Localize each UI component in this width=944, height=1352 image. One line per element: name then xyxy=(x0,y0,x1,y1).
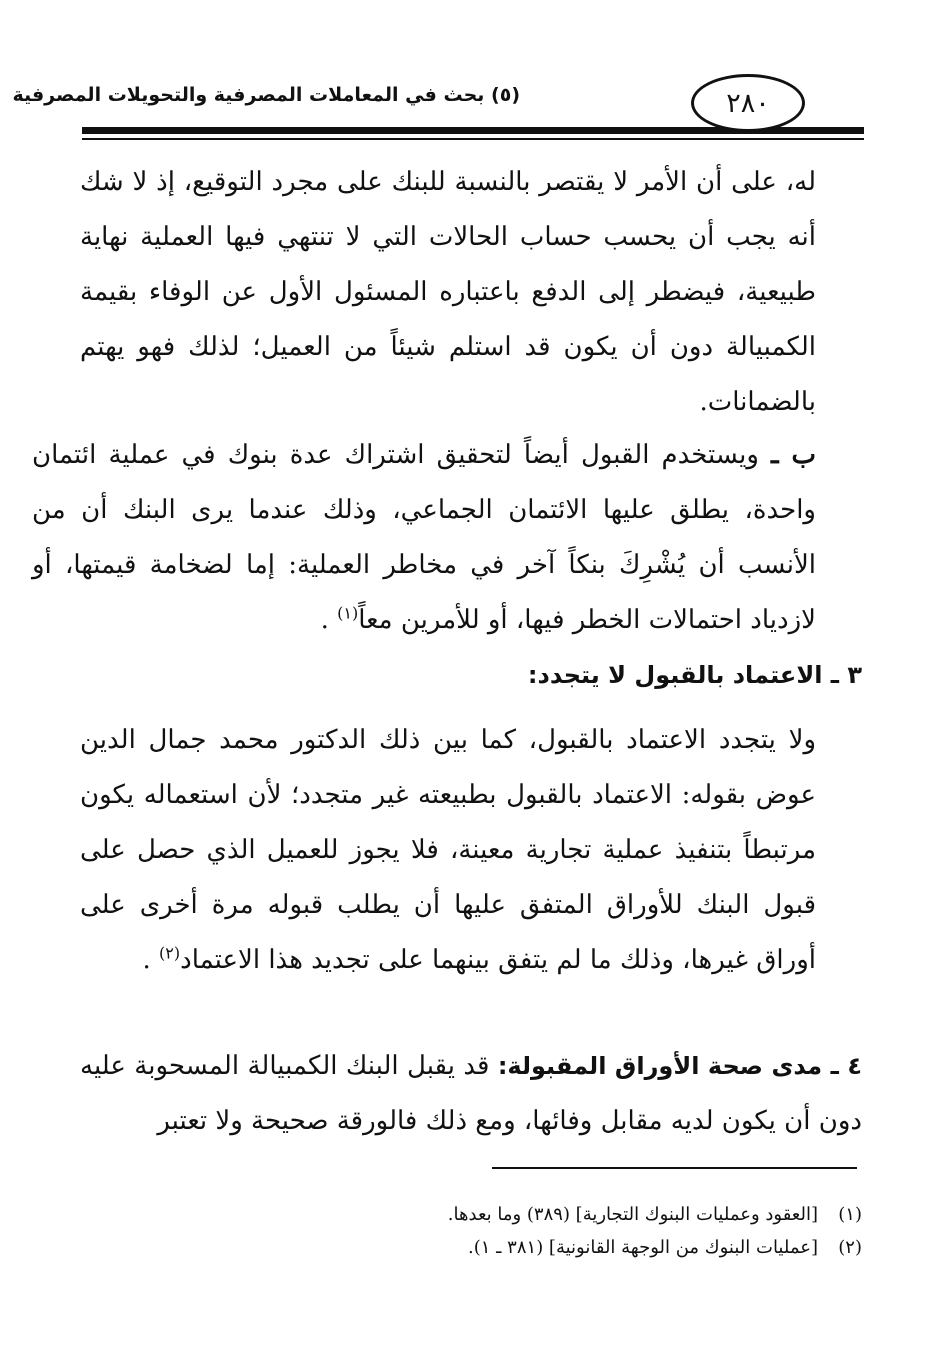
header-rule-thin xyxy=(82,138,864,140)
paragraph-3-end: . xyxy=(142,945,151,975)
section-heading-3: ٣ ـ الاعتماد بالقبول لا يتجدد: xyxy=(527,661,862,689)
running-title: (٥) بحث في المعاملات المصرفية والتحويلات المصرفية xyxy=(12,84,520,106)
footnote-number: (١) xyxy=(838,1204,862,1225)
list-item-4-lead: ٤ ـ مدى صحة الأوراق المقبولة: xyxy=(497,1052,862,1080)
list-item-4-text: قد يقبل البنك الكمبيالة المسحوبة عليه دون أن يكون لديه مقابل وفائها، ومع ذلك فالورقة صحيحة ولا تعتبر xyxy=(80,1051,862,1136)
paragraph-3 xyxy=(80,713,816,988)
footnote-ref-2[interactable]: (٢) xyxy=(159,943,181,963)
footnote-2 xyxy=(80,1231,862,1264)
list-item-b-end: . xyxy=(320,605,329,635)
footnotes xyxy=(80,1198,862,1264)
footnote-ref-1[interactable]: (١) xyxy=(337,603,359,623)
footnote-1 xyxy=(80,1198,862,1231)
list-item-b xyxy=(32,428,816,648)
list-marker-b: ب ـ xyxy=(771,440,817,470)
footnote-number: (٢) xyxy=(838,1237,862,1258)
paragraph-1: له، على أن الأمر لا يقتصر بالنسبة للبنك على مجرد التوقيع، إذ لا شك أنه يجب أن يحسب حساب الحالات التي لا تنتهي فيها العملية نهاية طبيعية، فيضطر إلى الدفع باعتباره المسئول الأول عن الوفاء بقيمة الكمبيالة دون أن يكون قد استلم شيئاً من العميل؛ لذلك فهو يهتم بالضمانات. xyxy=(80,167,816,417)
paragraph-3-text: ولا يتجدد الاعتماد بالقبول، كما بين ذلك الدكتور محمد جمال الدين عوض بقوله: الاعتماد بالقبول بطبيعته غير متجدد؛ لأن استعماله يكون مرتبطاً بتنفيذ عملية تجارية معينة، فلا يجوز للعميل الذي حصل على قبول البنك للأوراق المتفق عليها أن يطلب قبوله مرة أخرى على أوراق غيرها، وذلك ما لم يتفق بينهما على تجديد هذا الاعتماد xyxy=(80,725,816,975)
footnote-separator xyxy=(492,1167,857,1169)
page-number: ٢٨٠ xyxy=(691,74,805,132)
footnote-text: [العقود وعمليات البنوك التجارية] (٣٨٩) وما بعدها. xyxy=(447,1204,818,1225)
footnote-text: [عمليات البنوك من الوجهة القانونية] (٣٨١ ـ ١). xyxy=(468,1237,818,1258)
list-item-b-text: ويستخدم القبول أيضاً لتحقيق اشتراك عدة بنوك في عملية ائتمان واحدة، يطلق عليها الائتمان الجماعي، وذلك عندما يرى البنك أن من الأنسب أن يُشْرِكَ بنكاً آخر في مخاطر العملية: إما لضخامة قيمتها، أو لازدياد احتمالات الخطر فيها، أو للأمرين معاً xyxy=(32,440,816,635)
list-item-4 xyxy=(80,1039,862,1149)
